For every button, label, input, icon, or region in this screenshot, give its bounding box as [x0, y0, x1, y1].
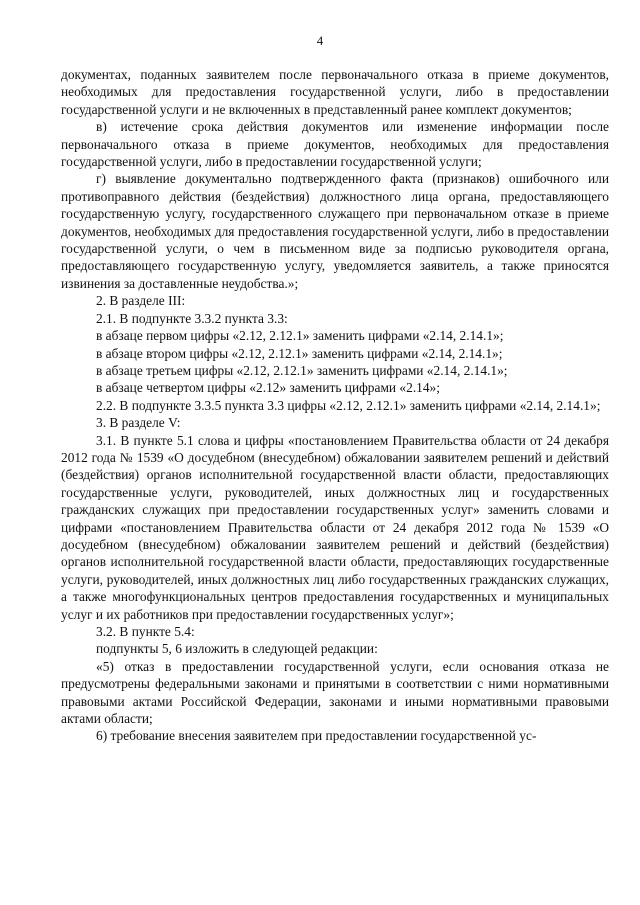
- page-number: 4: [316, 33, 324, 48]
- paragraph-item-v: в) истечение срока действия документов или изменение информации после первоначального отказа в приеме документов, необходимых для предоставления государственной услуги, либо в предоставлении государственной услуги;: [61, 119, 609, 170]
- paragraph-continuation: документах, поданных заявителем после первоначального отказа в приеме документов, необходимых для предоставления государственной услуги, либо в предоставлении государственной услуги и не включенных в представленный ранее комплект документов;: [61, 67, 609, 117]
- paragraph-abzac-4: в абзаце четвертом цифры «2.12» заменить цифрами «2.14»;: [96, 380, 440, 396]
- subsection-2-2: 2.2. В подпункте 3.3.5 пункта 3.3 цифры «2.12, 2.12.1» заменить цифрами «2.14, 2.14.1»;: [96, 397, 601, 413]
- paragraph-item-g: г) выявление документально подтвержденного факта (признаков) ошибочного или противоправного действия (бездействия) должностного лица органа, предоставляющего государственную услугу, государственного служащего при первоначальном отказе в приеме документов, необходимых для предоставления государственной услуги, либо в предоставлении государственной услуги, о чем в письменном виде за подписью руководителя органа, предоставляющего государственную услугу, уведомляется заявитель, а также приносятся извинения за доставленные неудобства.»;: [61, 171, 609, 291]
- paragraph-abzac-2: в абзаце втором цифры «2.12, 2.12.1» заменить цифрами «2.14, 2.14.1»;: [96, 345, 503, 361]
- section-heading-v: 3. В разделе V:: [96, 415, 181, 431]
- subsection-3-1: 3.1. В пункте 5.1 слова и цифры «постановлением Правительства области от 24 декабря 2012 года № 1539 «О досудебном (внесудебном) обжаловании заявителем решений и действий (бездействия) органов исполнительной государственной власти области, предоставляющих государственные услуги, руководителей, иных должностных лиц и государственных гражданских служащих при предоставлении государственных услуг» заменить словами и цифрами «постановлением Правительства области от 24 декабря 2012 года № 1539 «О досудебном (внесудебном) обжаловании заявителем решений и действий (бездействия) органов исполнительной государственной власти области, предоставляющих государственные услуги, руководителей, иных должностных лиц либо государственных гражданских служащих, а также многофункциональных центров предоставления государственных и муниципальных услуг и их работников при предоставлении государственных услуг»;: [61, 432, 609, 622]
- paragraph-point-6: 6) требование внесения заявителем при предоставлении государственной ус-: [96, 728, 537, 744]
- document-body: [61, 66, 609, 745]
- subsection-3-2: 3.2. В пункте 5.4:: [96, 624, 195, 639]
- paragraph-abzac-1: в абзаце первом цифры «2.12, 2.12.1» заменить цифрами «2.14, 2.14.1»;: [96, 328, 504, 344]
- section-heading-iii: 2. В разделе III:: [96, 293, 186, 309]
- paragraph-point-5: «5) отказ в предоставлении государственной услуги, если основания отказа не предусмотрены федеральными законами и принятыми в соответствии с ними нормативными правовыми актами Российской Федерации, законами и иными нормативными правовыми актами области;: [61, 658, 609, 727]
- paragraph-abzac-3: в абзаце третьем цифры «2.12, 2.12.1» заменить цифрами «2.14, 2.14.1»;: [96, 362, 508, 378]
- subsection-2-1: 2.1. В подпункте 3.3.2 пункта 3.3:: [96, 310, 288, 326]
- paragraph-subpoints-5-6: подпункты 5, 6 изложить в следующей редакции:: [96, 641, 378, 657]
